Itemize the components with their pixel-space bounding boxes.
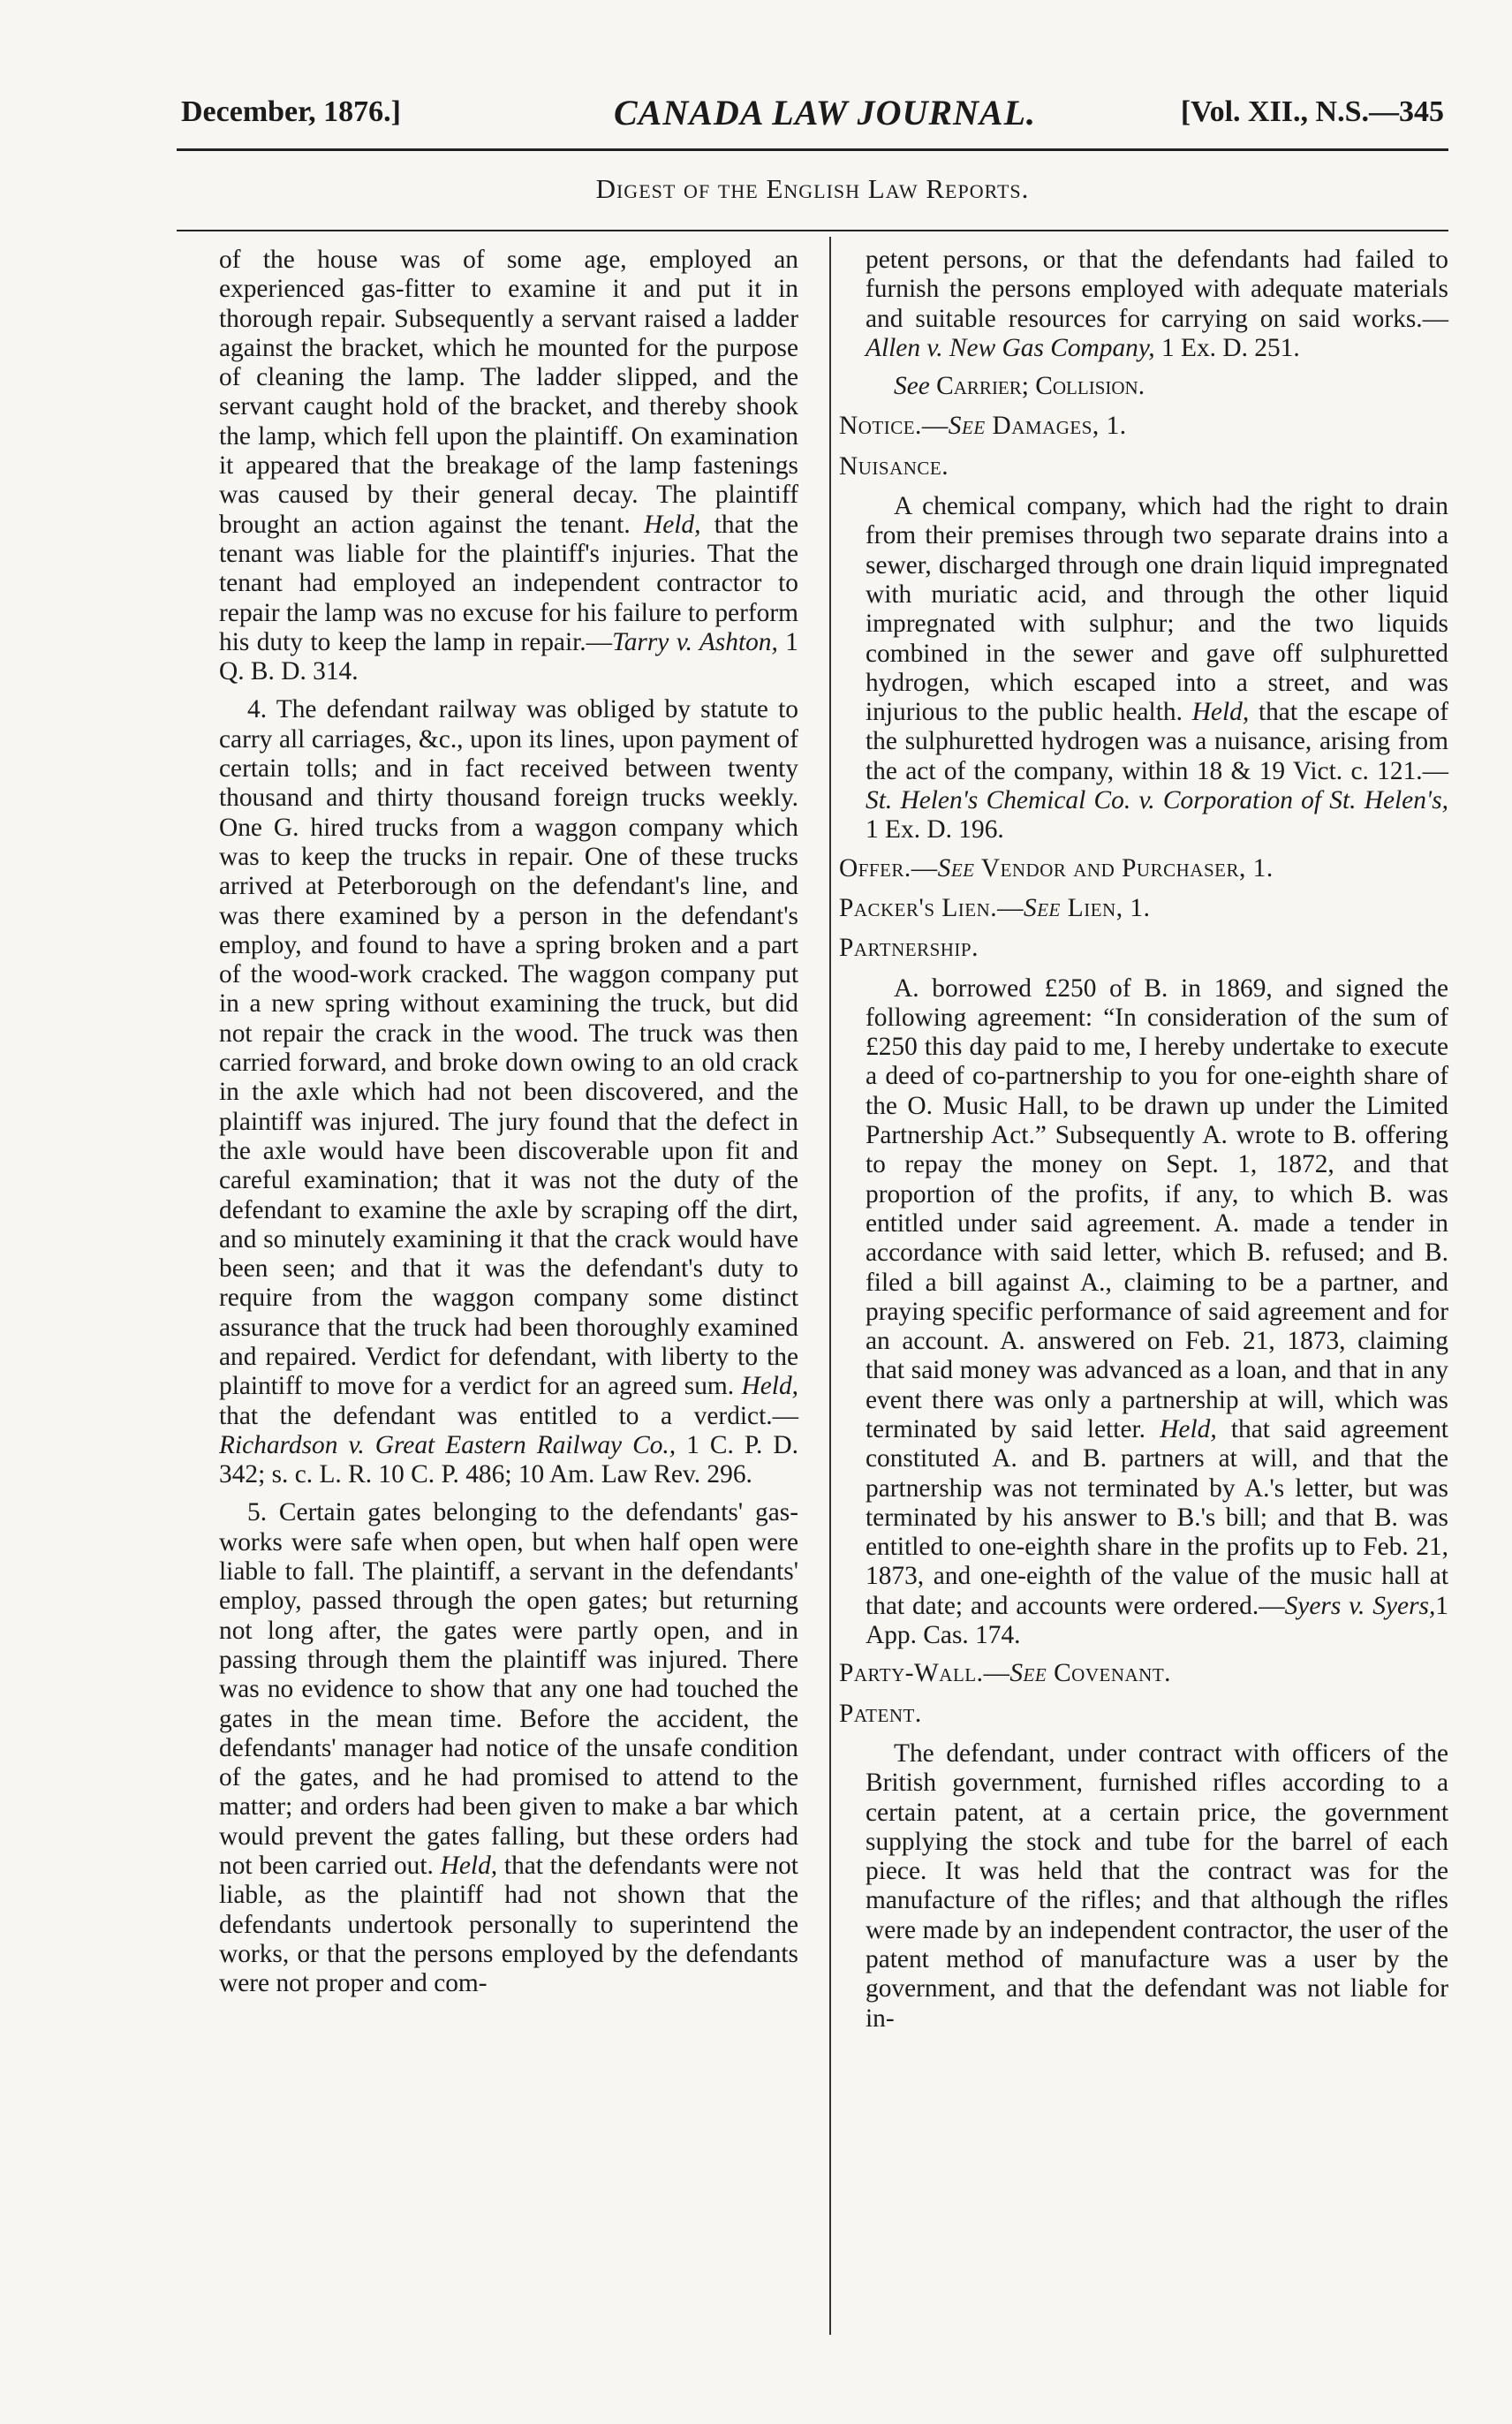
heading-offer: Offer.—See Vendor and Purchaser, 1.: [839, 853, 1274, 882]
citation: 1 Ex. D. 251.: [1160, 333, 1300, 362]
entry-richardson-v-great-eastern: 4. The defendant railway was obliged by statute to carry all carriages, &c., upon its lines, upon payment of certain tolls; and in fact received between twenty thousand and thirty thousand foreign trucks weekly. One G. hired trucks from a waggon company which was to keep the trucks in repair. One of these trucks arrived at Peterborough on the defendant's line, and was there examined by a person in the defendant's employ, and found to have a spring broken and a part of the wood-work cracked. The waggon company put in a new spring without examining the truck, but did not repair the crack in the wood. The truck was then carried forward, and broke down owing to an old crack in the axle which had not been discovered, and the plaintiff was injured. The jury found that the defect in the axle would have been discoverable upon fit and careful examination; that it was not the duty of the defendant to examine the axle by scraping off the dirt, and so minutely examining it that the crack would have been seen; and that it was the defendant's duty to require from the waggon company some distinct assurance that the truck had been thoroughly examined and repaired. Verdict for defendant, with liberty to the plaintiff to move for a verdict for an agreed sum. Held, that the defendant was entitled to a verdict.—Richardson v. Great Eastern Railway Co., 1 C. P. D. 342; s. c. L. R. 10 C. P. 486; 10 Am. Law Rev. 296.: [219, 695, 798, 1489]
section-title: Digest of the English Law Reports.: [595, 173, 1030, 204]
right-column: [839, 246, 1448, 2042]
case-name: Allen v. New Gas Company,: [866, 333, 1155, 362]
heading-patent: Patent.: [839, 1699, 922, 1728]
citation: 1 C. P. D. 342; s. c. L. R. 10 C. P. 486; 10 Am. Law Rev. 296.: [219, 1430, 798, 1489]
case-name: Syers v. Syers,: [1284, 1591, 1436, 1620]
issue-date: December, 1876.]: [181, 95, 401, 128]
left-column: [219, 246, 798, 2008]
volume-page: [Vol. XII., N.S.—345: [1180, 95, 1444, 128]
entry-allen-v-new-gas: petent persons, or that the defendants had failed to furnish the persons employed with adequate materials and suitable resources for carrying on said works.—Allen v. New Gas Company, 1 Ex. D. 251.: [866, 246, 1448, 362]
case-name: Richardson v. Great Eastern Railway Co.,: [219, 1430, 677, 1459]
case-name: Tarry v. Ashton,: [612, 627, 778, 656]
citation: 1 App. Cas. 174.: [866, 1591, 1448, 1650]
entry-tarry-v-ashton: of the house was of some age, employed an experienced gas-fitter to examine it and put it in thorough repair. Subsequently a servant raised a ladder against the bracket, which he mounted for the purpose of cleaning the lamp. The ladder slipped, and the servant caught hold of the bracket, and thereby shook the lamp, which fell upon the plaintiff. On examination it appeared that the breakage of the lamp fastenings was caused by their general decay. The plaintiff brought an action against the tenant. Held, that the tenant was liable for the plaintiff's injuries. That the tenant had employed an independent contractor to repair the lamp was no excuse for his failure to perform his duty to keep the lamp in repair.—Tarry v. Ashton, 1 Q. B. D. 314.: [219, 246, 798, 686]
entry-patent-rifles: The defendant, under contract with officers of the British government, furnished rifles according to a certain patent, at a certain price, the government supplying the stock and tube for the barrel of each piece. It was held that the contract was for the manufacture of the rifles; and that although the rifles were made by an independent contractor, the user of the patent method of manufacture was a user by the government, and that the defendant was not liable for in-: [866, 1738, 1448, 2033]
heading-notice: Notice.—See Damages, 1.: [839, 412, 1127, 441]
citation: 1 Q. B. D. 314.: [219, 627, 798, 686]
entry-st-helens-chemical: A chemical company, which had the right to drain from their premises through two separate drains into a sewer, discharged through one drain liquid impregnated with muriatic acid, and through the other liquid impregnated with sulphur; and the two liquids combined in the sewer and gave off sulphuretted hydrogen, which escaped into a street, and was injurious to the public health. Held, that the escape of the sulphuretted hydrogen was a nuisance, arising from the act of the company, within 18 & 19 Vict. c. 121.—St. Helen's Chemical Co. v. Corporation of St. Helen's, 1 Ex. D. 196.: [866, 492, 1448, 845]
entry-gas-works-gates: 5. Certain gates belonging to the defendants' gas-works were safe when open, but when half open were liable to fall. The plaintiff, a servant in the defendants' employ, passed through the open gates; but returning not long after, the gates were partly open, and in passing through them the plaintiff was injured. There was no evidence to show that any one had touched the gates in the mean time. Before the accident, the defendants' manager had notice of the unsafe condition of the gates, and he had promised to attend to the matter; and orders had been given to make a bar which would prevent the gates falling, but these orders had not been carried out. Held, that the defendants were not liable, as the plaintiff had not shown that the defendants undertook personally to superintend the works, or that the persons employed by the defendants were not proper and com-: [219, 1498, 798, 1998]
heading-partnership: Partnership.: [839, 934, 979, 963]
column-divider: [829, 237, 831, 2335]
entry-syers-v-syers: A. borrowed £250 of B. in 1869, and signed the following agreement: “In consideration of the sum of £250 this day paid to me, I hereby undertake to execute a deed of co-partnership to you for one-eighth share of the O. Music Hall, to be drawn up under the Limited Partnership Act.” Subsequently A. wrote to B. offering to repay the money on Sept. 1, 1872, and that proportion of the profits, if any, to which B. was entitled under said agreement. A. made a tender in accordance with said letter, which B. refused; and B. filed a bill against A., claiming to be a partner, and praying specific performance of said agreement and for an account. A. answered on Feb. 21, 1873, claiming that said money was advanced as a loan, and that in any event there was only a partnership at will, which was terminated by said letter. Held, that said agreement constituted A. and B. partners at will, and that the partnership was not terminated by A.'s letter, but was terminated by his answer to B.'s bill; and that B. was entitled to one-eighth share in the profits up to Feb. 21, 1873, and one-eighth of the value of the music hall at that date; and accounts were ordered.—Syers v. Syers,1 App. Cas. 174.: [866, 973, 1448, 1650]
section-rule: [177, 230, 1448, 231]
heading-packers-lien: Packer's Lien.—See Lien, 1.: [839, 893, 1151, 922]
journal-title: CANADA LAW JOURNAL.: [614, 93, 1037, 133]
heading-party-wall: Party-Wall.—See Covenant.: [839, 1659, 1171, 1688]
cross-reference-carrier: See Carrier; Collision.: [894, 372, 1145, 401]
citation: 1 Ex. D. 196.: [866, 815, 1004, 845]
header-rule: [177, 148, 1448, 151]
heading-nuisance: Nuisance.: [839, 451, 949, 481]
case-name: St. Helen's Chemical Co. v. Corporation of St. Helen's,: [866, 786, 1448, 815]
running-head: [181, 88, 1444, 141]
